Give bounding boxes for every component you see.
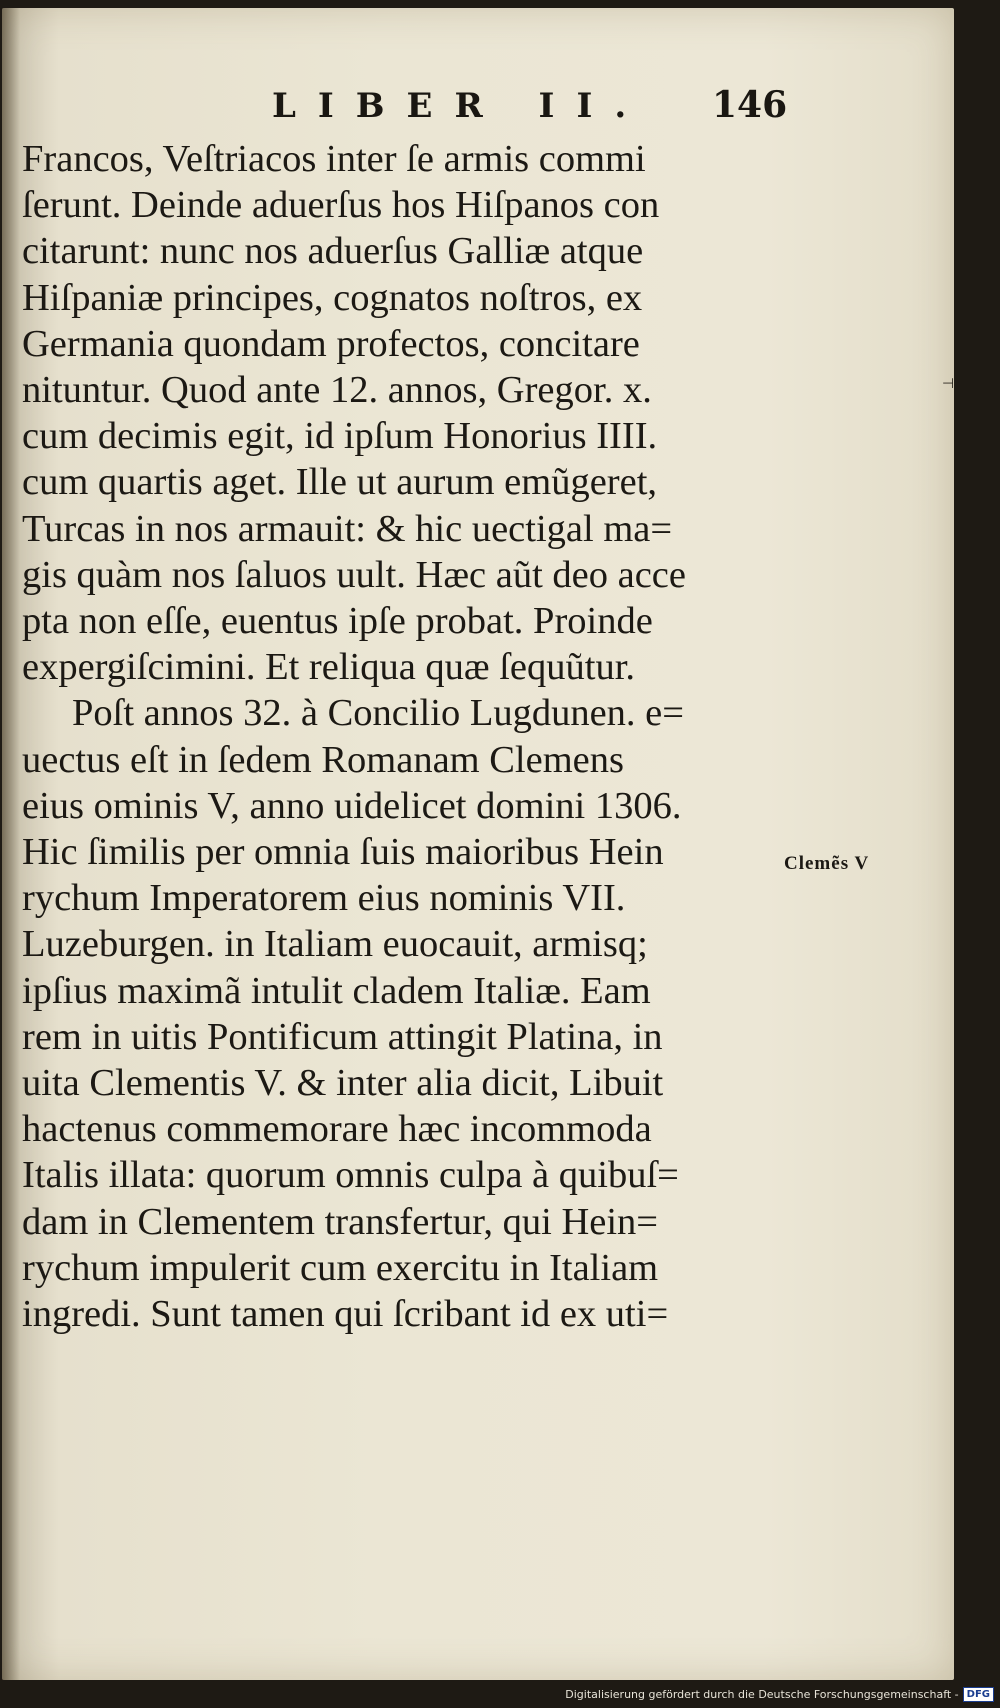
dfg-logo: DFG <box>963 1687 994 1702</box>
text-line: rychum impulerit cum exercitu in Italiam <box>22 1246 659 1289</box>
body-text <box>22 136 792 1337</box>
text-line: Luzeburgen. in Italiam euocauit, armisq; <box>22 923 648 966</box>
text-line: eius ominis V, anno uidelicet domini 1306. <box>22 784 682 827</box>
text-line: ipſius maximã intulit cladem Italiæ. Eam <box>22 969 651 1012</box>
text-line: gis quàm nos ſaluos uult. Hæc aũt deo acce <box>22 553 686 596</box>
margin-note: Clemẽs V <box>784 853 870 874</box>
text-line: Poſt annos 32. à Concilio Lugdunen. e= <box>72 692 684 735</box>
text-line: uita Clementis V. & inter alia dicit, Libuit <box>22 1062 664 1105</box>
running-head: LIBER II. <box>272 86 649 126</box>
text-line: pta non eſſe, euentus ipſe probat. Proinde <box>22 600 653 643</box>
text-line: ſerunt. Deinde aduerſus hos Hiſpanos con <box>22 184 660 227</box>
digitization-footer <box>565 1687 994 1702</box>
text-line: rychum Imperatorem eius nominis VII. <box>22 877 626 920</box>
text-line: ingredi. Sunt tamen qui ſcribant id ex uti= <box>22 1293 669 1336</box>
text-line: cum decimis egit, id ipſum Honorius IIII. <box>22 415 658 458</box>
text-line: nituntur. Quod ante 12. annos, Gregor. x. <box>22 369 652 412</box>
text-line: citarunt: nunc nos aduerſus Galliæ atque <box>22 230 644 273</box>
text-line: rem in uitis Pontificum attingit Platina, in <box>22 1015 663 1058</box>
text-line: Turcas in nos armauit: & hic uectigal ma= <box>22 507 673 550</box>
margin-mark-icon: ⊣ <box>942 376 955 392</box>
text-line: cum quartis aget. Ille ut aurum emũgeret, <box>22 461 658 504</box>
text-line: Hic ſimilis per omnia ſuis maioribus Hein <box>22 831 664 874</box>
book-page <box>2 8 954 1680</box>
page-number: 146 <box>712 84 788 126</box>
text-line: uectus eſt in ſedem Romanam Clemens <box>22 738 624 781</box>
text-line: Germania quondam profectos, concitare <box>22 322 640 365</box>
footer-text: Digitalisierung gefördert durch die Deutsche Forschungsgemeinschaft - <box>565 1688 959 1701</box>
text-line: Italis illata: quorum omnis culpa à quibuſ= <box>22 1154 679 1197</box>
text-line: expergiſcimini. Et reliqua quæ ſequũtur. <box>22 646 636 689</box>
text-line: hactenus commemorare hæc incommoda <box>22 1108 652 1151</box>
text-line: Francos, Veſtriacos inter ſe armis commi <box>22 138 646 180</box>
text-line: Hiſpaniæ principes, cognatos noſtros, ex <box>22 276 643 319</box>
text-line: dam in Clementem transfertur, qui Hein= <box>22 1200 659 1243</box>
